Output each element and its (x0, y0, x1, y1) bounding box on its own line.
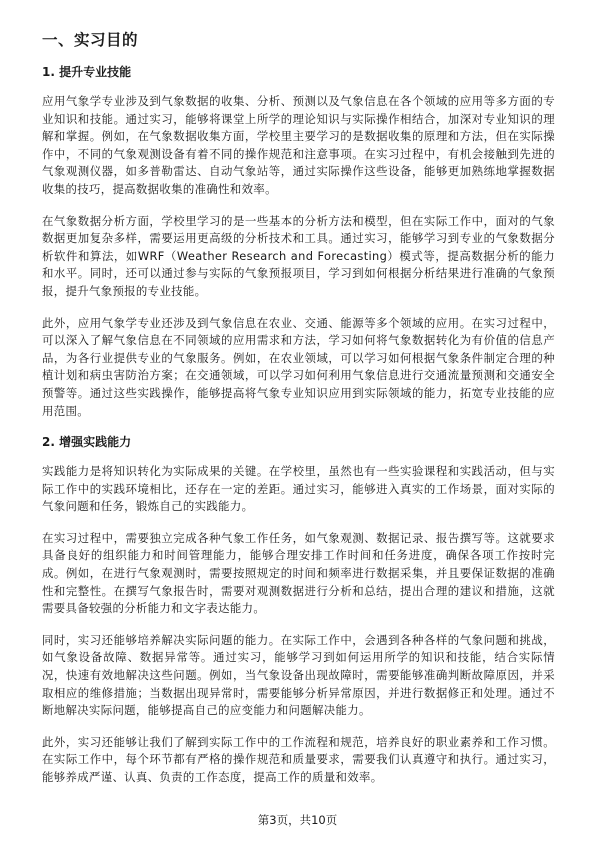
paragraph: 实践能力是将知识转化为实际成果的关键。在学校里，虽然也有一些实验课程和实践活动，但与实际工作中的实践环境相比，还存在一定的差距。通过实习，能够进入真实的工作场景，面对实际的气象问题和任务，锻炼自己的实践能力。 (42, 464, 555, 514)
paragraph: 此外，应用气象学专业还涉及到气象信息在农业、交通、能源等多个领域的应用。在实习过程中，可以深入了解气象信息在不同领域的应用需求和方法，学习如何将气象数据转化为有价值的信息产品，为各行业提供专业的气象服务。例如，在农业领域，可以学习如何根据气象条件制定合理的种植计划和病虫害防治方案；在交通领域，可以学习如何利用气象信息进行交通流量预测和交通安全预警等。通过这些实践操作，能够提高将气象专业知识应用到实际领域的能力，拓宽专业技能的应用范围。 (42, 315, 555, 418)
paragraph: 在实习过程中，需要独立完成各种气象工作任务，如气象观测、数据记录、报告撰写等。这就要求具备良好的组织能力和时间管理能力，能够合理安排工作时间和任务进度，确保各项工作按时完成。例如，在进行气象观测时，需要按照规定的时间和频率进行数据采集，并且要保证数据的准确性和完整性。在撰写气象报告时，需要对观测数据进行分析和总结，提出合理的建议和措施，这就需要具备较强的分析能力和文字表达能力。 (42, 530, 555, 616)
paragraph: 此外，实习还能够让我们了解到实际工作中的工作流程和规范，培养良好的职业素养和工作习惯。在实际工作中，每个环节都有严格的操作规范和质量要求，需要我们认真遵守和执行。通过实习，能够养成严谨、认真、负责的工作态度，提高工作的质量和效率。 (42, 734, 555, 784)
paragraph: 同时，实习还能够培养解决实际问题的能力。在实际工作中，会遇到各种各样的气象问题和挑战，如气象设备故障、数据异常等。通过实习，能够学习到如何运用所学的知识和技能，结合实际情况，快速有效地解决这些问题。例如，当气象设备出现故障时，需要能够准确判断故障原因，并采取相应的维修措施；当数据出现异常时，需要能够分析异常原因，并进行数据修正和处理。通过不断地解决实际问题，能够提高自己的应变能力和问题解决能力。 (42, 632, 555, 718)
subsection-2 (42, 434, 555, 787)
subsection-heading: 1. 提升专业技能 (42, 65, 132, 79)
paragraph: 在气象数据分析方面，学校里学习的是一些基本的分析方法和模型，但在实际工作中，面对的气象数据更加复杂多样，需要运用更高级的分析技术和工具。通过实习，能够学习到专业的气象数据分析软件和算法，如WRF（Weather Research and Forecasting）模式等，提高数据分析的能力和水平。同时，还可以通过参与实际的气象预报项目，学习到如何根据分析结果进行准确的气象预报，提升气象预报的专业技能。 (42, 213, 555, 298)
section-title: 一、实习目的 (42, 31, 139, 49)
page-number: 第3页，共10页 (257, 813, 338, 827)
subsection-heading: 2. 增强实践能力 (42, 435, 132, 450)
subsection-1 (42, 64, 555, 420)
paragraph: 应用气象学专业涉及到气象数据的收集、分析、预测以及气象信息在各个领域的应用等多方面的专业知识和技能。通过实习，能够将课堂上所学的理论知识与实际操作相结合，加深对专业知识的理解和掌握。例如，在气象数据收集方面，学校里主要学习的是数据收集的原理和方法，但在实际操作中，不同的气象观测设备有着不同的操作规范和注意事项。在实习过程中，有机会接触到先进的气象观测仪器，如多普勒雷达、自动气象站等，通过实际操作这些设备，能够更加熟练地掌握数据收集的技巧，提高数据收集的准确性和效率。 (42, 94, 555, 196)
